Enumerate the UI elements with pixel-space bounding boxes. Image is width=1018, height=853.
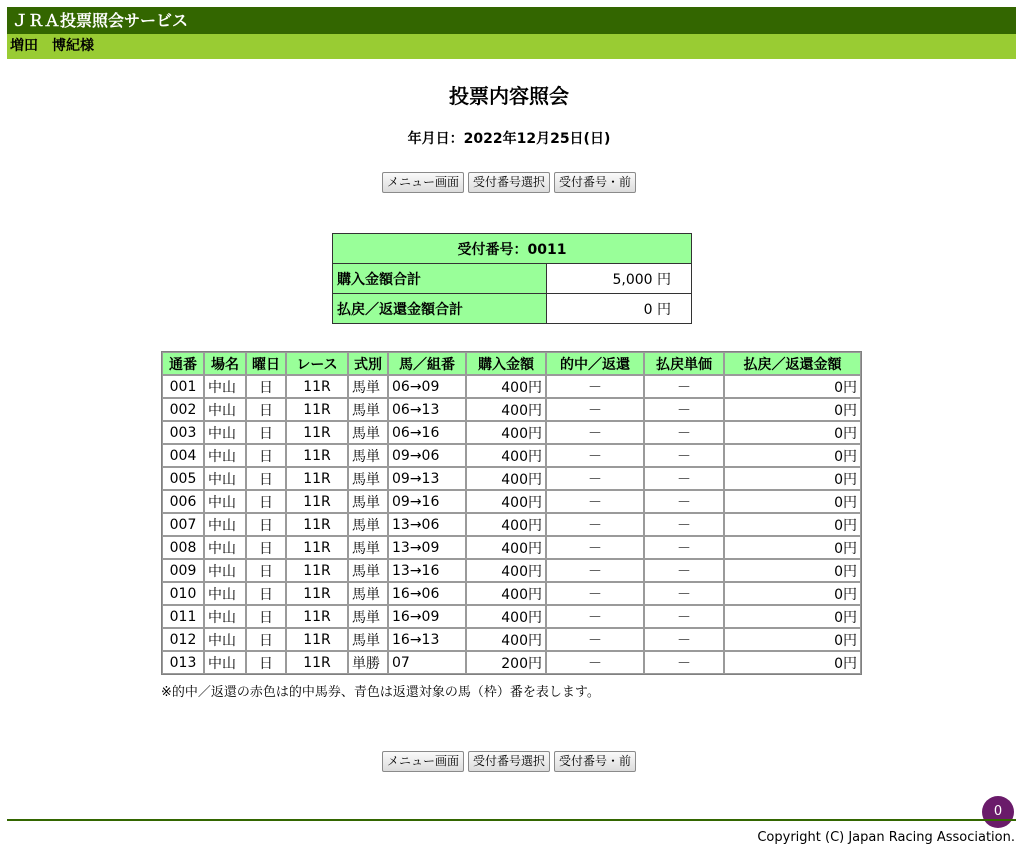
service-title: ＪＲＡ投票照会サービス bbox=[12, 11, 189, 30]
bet-list-header-row bbox=[162, 352, 861, 375]
nav-buttons-bottom bbox=[0, 751, 1018, 772]
cell-hit-refund: － bbox=[546, 628, 644, 651]
col-weekday: 曜日 bbox=[246, 352, 286, 375]
cell-combination: 13→16 bbox=[388, 559, 466, 582]
cell-race: 11R bbox=[286, 651, 348, 674]
cell-serial: 006 bbox=[162, 490, 204, 513]
cell-combination: 09→13 bbox=[388, 467, 466, 490]
cell-weekday: 日 bbox=[246, 444, 286, 467]
service-title-bar bbox=[7, 7, 1016, 34]
cell-payout-unit: － bbox=[644, 490, 724, 513]
cell-hit-refund: － bbox=[546, 651, 644, 674]
cell-bet-type: 馬単 bbox=[348, 605, 388, 628]
cell-payout-unit: － bbox=[644, 536, 724, 559]
cell-hit-refund: － bbox=[546, 375, 644, 398]
cell-race: 11R bbox=[286, 628, 348, 651]
cell-payout-amount: 0円 bbox=[724, 421, 861, 444]
cell-weekday: 日 bbox=[246, 605, 286, 628]
cell-combination: 07 bbox=[388, 651, 466, 674]
cell-combination: 16→06 bbox=[388, 582, 466, 605]
cell-purchase-amount: 400円 bbox=[466, 375, 546, 398]
cell-combination: 13→09 bbox=[388, 536, 466, 559]
cell-bet-type: 馬単 bbox=[348, 582, 388, 605]
cell-purchase-amount: 400円 bbox=[466, 536, 546, 559]
cell-purchase-amount: 400円 bbox=[466, 559, 546, 582]
cell-payout-amount: 0円 bbox=[724, 651, 861, 674]
col-purchase-amount: 購入金額 bbox=[466, 352, 546, 375]
cell-payout-unit: － bbox=[644, 398, 724, 421]
cell-venue: 中山 bbox=[204, 651, 246, 674]
cell-venue: 中山 bbox=[204, 559, 246, 582]
table-row bbox=[162, 490, 861, 513]
cell-payout-unit: － bbox=[644, 375, 724, 398]
col-hit-refund: 的中／返還 bbox=[546, 352, 644, 375]
menu-button[interactable]: メニュー画面 bbox=[382, 172, 464, 193]
cell-hit-refund: － bbox=[546, 398, 644, 421]
footer-divider bbox=[7, 819, 1016, 821]
col-serial: 通番 bbox=[162, 352, 204, 375]
cell-bet-type: 馬単 bbox=[348, 559, 388, 582]
copyright: Copyright (C) Japan Racing Association. bbox=[757, 830, 1015, 845]
notification-badge[interactable]: 0 bbox=[982, 796, 1014, 828]
table-row bbox=[162, 467, 861, 490]
cell-serial: 013 bbox=[162, 651, 204, 674]
summary-purchase-row bbox=[333, 264, 692, 294]
cell-combination: 06→13 bbox=[388, 398, 466, 421]
cell-hit-refund: － bbox=[546, 582, 644, 605]
receipt-prev-button[interactable]: 受付番号・前 bbox=[554, 751, 636, 772]
cell-venue: 中山 bbox=[204, 421, 246, 444]
user-name: 増田 博紀様 bbox=[10, 38, 94, 54]
cell-payout-unit: － bbox=[644, 605, 724, 628]
refund-total-value: 0 円 bbox=[547, 294, 692, 324]
purchase-total-label: 購入金額合計 bbox=[333, 264, 547, 294]
cell-weekday: 日 bbox=[246, 375, 286, 398]
cell-payout-amount: 0円 bbox=[724, 375, 861, 398]
table-row bbox=[162, 559, 861, 582]
cell-purchase-amount: 400円 bbox=[466, 582, 546, 605]
cell-hit-refund: － bbox=[546, 444, 644, 467]
menu-button[interactable]: メニュー画面 bbox=[382, 751, 464, 772]
cell-purchase-amount: 400円 bbox=[466, 467, 546, 490]
cell-venue: 中山 bbox=[204, 536, 246, 559]
cell-purchase-amount: 400円 bbox=[466, 421, 546, 444]
cell-race: 11R bbox=[286, 582, 348, 605]
cell-venue: 中山 bbox=[204, 467, 246, 490]
cell-bet-type: 馬単 bbox=[348, 375, 388, 398]
cell-race: 11R bbox=[286, 398, 348, 421]
cell-bet-type: 馬単 bbox=[348, 536, 388, 559]
cell-weekday: 日 bbox=[246, 628, 286, 651]
table-row bbox=[162, 582, 861, 605]
cell-serial: 010 bbox=[162, 582, 204, 605]
bet-list-table bbox=[161, 351, 862, 675]
cell-purchase-amount: 400円 bbox=[466, 398, 546, 421]
cell-race: 11R bbox=[286, 559, 348, 582]
cell-payout-amount: 0円 bbox=[724, 559, 861, 582]
cell-purchase-amount: 200円 bbox=[466, 651, 546, 674]
cell-combination: 09→16 bbox=[388, 490, 466, 513]
cell-payout-amount: 0円 bbox=[724, 628, 861, 651]
cell-weekday: 日 bbox=[246, 398, 286, 421]
receipt-select-button[interactable]: 受付番号選択 bbox=[468, 172, 550, 193]
cell-venue: 中山 bbox=[204, 398, 246, 421]
cell-purchase-amount: 400円 bbox=[466, 628, 546, 651]
table-row bbox=[162, 628, 861, 651]
cell-race: 11R bbox=[286, 513, 348, 536]
cell-venue: 中山 bbox=[204, 628, 246, 651]
cell-bet-type: 馬単 bbox=[348, 513, 388, 536]
cell-serial: 002 bbox=[162, 398, 204, 421]
cell-combination: 16→09 bbox=[388, 605, 466, 628]
table-row bbox=[162, 444, 861, 467]
cell-payout-amount: 0円 bbox=[724, 490, 861, 513]
cell-bet-type: 単勝 bbox=[348, 651, 388, 674]
cell-combination: 06→09 bbox=[388, 375, 466, 398]
cell-hit-refund: － bbox=[546, 490, 644, 513]
legend-note: ※的中／返還の赤色は的中馬券、青色は返還対象の馬（枠）番を表します。 bbox=[161, 685, 600, 700]
summary-refund-row bbox=[333, 294, 692, 324]
cell-payout-amount: 0円 bbox=[724, 467, 861, 490]
cell-payout-unit: － bbox=[644, 582, 724, 605]
date-line: 年月日：2022年12月25日(日) bbox=[407, 131, 611, 147]
summary-receipt-row bbox=[333, 234, 692, 264]
cell-serial: 001 bbox=[162, 375, 204, 398]
cell-payout-unit: － bbox=[644, 467, 724, 490]
user-bar bbox=[7, 34, 1016, 59]
cell-combination: 13→06 bbox=[388, 513, 466, 536]
cell-payout-amount: 0円 bbox=[724, 582, 861, 605]
receipt-select-button[interactable]: 受付番号選択 bbox=[468, 751, 550, 772]
cell-race: 11R bbox=[286, 536, 348, 559]
cell-bet-type: 馬単 bbox=[348, 398, 388, 421]
cell-payout-amount: 0円 bbox=[724, 536, 861, 559]
cell-venue: 中山 bbox=[204, 513, 246, 536]
cell-race: 11R bbox=[286, 605, 348, 628]
cell-payout-amount: 0円 bbox=[724, 444, 861, 467]
cell-serial: 009 bbox=[162, 559, 204, 582]
cell-serial: 012 bbox=[162, 628, 204, 651]
cell-venue: 中山 bbox=[204, 582, 246, 605]
cell-payout-unit: － bbox=[644, 651, 724, 674]
cell-race: 11R bbox=[286, 490, 348, 513]
col-venue: 場名 bbox=[204, 352, 246, 375]
cell-weekday: 日 bbox=[246, 490, 286, 513]
cell-bet-type: 馬単 bbox=[348, 467, 388, 490]
cell-payout-amount: 0円 bbox=[724, 513, 861, 536]
cell-weekday: 日 bbox=[246, 559, 286, 582]
cell-weekday: 日 bbox=[246, 536, 286, 559]
cell-race: 11R bbox=[286, 467, 348, 490]
cell-weekday: 日 bbox=[246, 651, 286, 674]
cell-hit-refund: － bbox=[546, 513, 644, 536]
cell-bet-type: 馬単 bbox=[348, 628, 388, 651]
col-payout-amount: 払戻／返還金額 bbox=[724, 352, 861, 375]
col-bet-type: 式別 bbox=[348, 352, 388, 375]
cell-hit-refund: － bbox=[546, 421, 644, 444]
cell-payout-unit: － bbox=[644, 628, 724, 651]
cell-hit-refund: － bbox=[546, 605, 644, 628]
cell-payout-unit: － bbox=[644, 559, 724, 582]
cell-serial: 011 bbox=[162, 605, 204, 628]
cell-purchase-amount: 400円 bbox=[466, 605, 546, 628]
table-row bbox=[162, 605, 861, 628]
cell-purchase-amount: 400円 bbox=[466, 513, 546, 536]
cell-bet-type: 馬単 bbox=[348, 444, 388, 467]
cell-weekday: 日 bbox=[246, 421, 286, 444]
cell-serial: 003 bbox=[162, 421, 204, 444]
cell-purchase-amount: 400円 bbox=[466, 444, 546, 467]
cell-venue: 中山 bbox=[204, 375, 246, 398]
cell-serial: 008 bbox=[162, 536, 204, 559]
table-row bbox=[162, 375, 861, 398]
cell-combination: 06→16 bbox=[388, 421, 466, 444]
cell-hit-refund: － bbox=[546, 536, 644, 559]
cell-payout-amount: 0円 bbox=[724, 398, 861, 421]
receipt-number: 受付番号：0011 bbox=[333, 234, 692, 264]
cell-combination: 16→13 bbox=[388, 628, 466, 651]
table-row bbox=[162, 398, 861, 421]
receipt-prev-button[interactable]: 受付番号・前 bbox=[554, 172, 636, 193]
table-row bbox=[162, 536, 861, 559]
cell-payout-unit: － bbox=[644, 513, 724, 536]
cell-serial: 004 bbox=[162, 444, 204, 467]
cell-venue: 中山 bbox=[204, 605, 246, 628]
cell-combination: 09→06 bbox=[388, 444, 466, 467]
table-row bbox=[162, 421, 861, 444]
col-payout-unit: 払戻単価 bbox=[644, 352, 724, 375]
cell-serial: 007 bbox=[162, 513, 204, 536]
table-row bbox=[162, 651, 861, 674]
cell-payout-unit: － bbox=[644, 444, 724, 467]
cell-weekday: 日 bbox=[246, 582, 286, 605]
cell-serial: 005 bbox=[162, 467, 204, 490]
page-title: 投票内容照会 bbox=[449, 84, 569, 108]
cell-race: 11R bbox=[286, 375, 348, 398]
nav-buttons-top bbox=[0, 172, 1018, 193]
table-row bbox=[162, 513, 861, 536]
cell-payout-unit: － bbox=[644, 421, 724, 444]
cell-venue: 中山 bbox=[204, 490, 246, 513]
col-race: レース bbox=[286, 352, 348, 375]
cell-weekday: 日 bbox=[246, 513, 286, 536]
cell-payout-amount: 0円 bbox=[724, 605, 861, 628]
purchase-total-value: 5,000 円 bbox=[547, 264, 692, 294]
cell-race: 11R bbox=[286, 444, 348, 467]
refund-total-label: 払戻／返還金額合計 bbox=[333, 294, 547, 324]
cell-hit-refund: － bbox=[546, 559, 644, 582]
cell-purchase-amount: 400円 bbox=[466, 490, 546, 513]
cell-venue: 中山 bbox=[204, 444, 246, 467]
cell-race: 11R bbox=[286, 421, 348, 444]
summary-table bbox=[332, 233, 692, 324]
cell-hit-refund: － bbox=[546, 467, 644, 490]
cell-bet-type: 馬単 bbox=[348, 490, 388, 513]
col-combination: 馬／組番 bbox=[388, 352, 466, 375]
cell-weekday: 日 bbox=[246, 467, 286, 490]
cell-bet-type: 馬単 bbox=[348, 421, 388, 444]
